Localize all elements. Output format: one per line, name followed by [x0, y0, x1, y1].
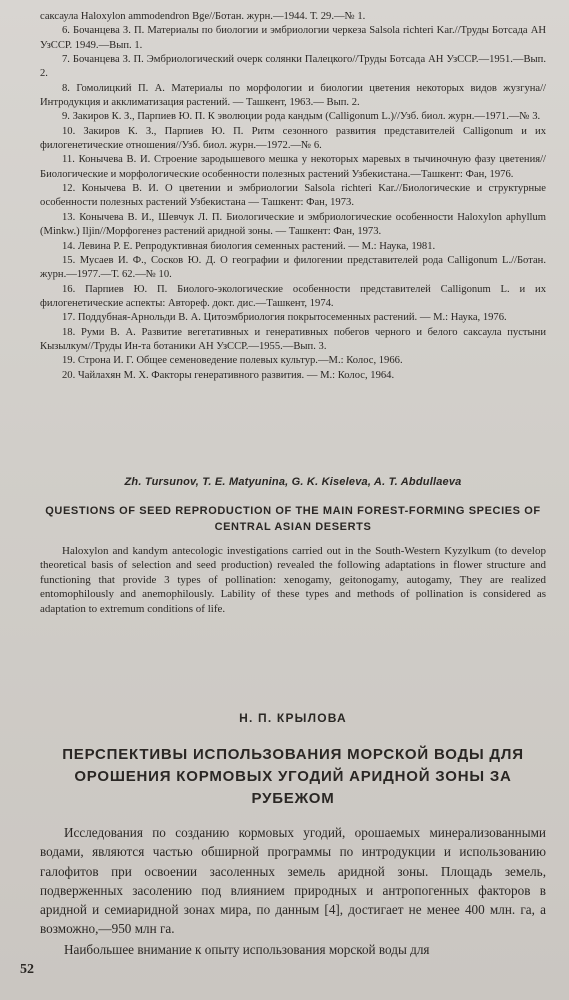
reference-item: 9. Закиров К. З., Парпиев Ю. П. К эволюции рода кандым (Calligonum L.)//Узб. биол. журн.—1971.—№ 3.	[62, 111, 541, 123]
reference-item: 20. Чайлахян М. Х. Факторы генеративного развития. — М.: Колос, 1964.	[62, 369, 395, 381]
reference-item: 17. Поддубная-Арнольди В. А. Цитоэмбриология покрытосеменных растений. — М.: Наука, 1976.	[62, 312, 507, 324]
reference-item: 15. Мусаев И. Ф., Сосков Ю. Д. О географии и филогении представителей рода Calligonum L.//Ботан. журн.—1977.—Т. 62.—№ 10.	[40, 254, 546, 281]
reference-item: 8. Гомолицкий П. А. Материалы по морфологии и биологии цветения некоторых видов жузгуна//Интродукция и акклиматизация растений. — Ташкент, 1963.— Вып. 2.	[40, 82, 546, 109]
reference-item: 18. Руми В. А. Развитие вегетативных и генеративных побегов черного и белого саксаула пустыни Кызылкум//Труды Ин-та ботаники АН УзССР.—1955.—Вып. 3.	[40, 326, 546, 352]
english-article-title: QUESTIONS OF SEED REPRODUCTION OF THE MAIN FOREST-FORMING SPECIES OF CENTRAL ASIAN DESERTS	[45, 505, 541, 533]
english-article-abstract: Haloxylon and kandym antecologic investigations carried out in the South-Western Kyzylkum (to develop theoretical basis of selection and seed production) revealed the following adaptations in flower structure and functioning that provide 3 types of pollination: xenogamy, geitonogamy, autogamy, They are realized entomophilously and anemophilously. Lability of these types and methods of pollination is considered as adaptation to extremum conditions of life.	[40, 545, 546, 615]
reference-item: саксаула Haloxylon ammodendron Bge//Ботан. журн.—1944. Т. 29.—№ 1.	[40, 11, 366, 22]
reference-item: 13. Конычева В. И., Шевчук Л. П. Биологические и эмбриологические особенности Haloxylon aphyllum (Minkw.) Iljin//Морфогенез растений аридной зоны. — Ташкент: Фан, 1973.	[40, 211, 546, 238]
reference-item: 11. Конычева В. И. Строение зародышевого мешка у некоторых маревых в тычиночную фазу цветения//Биологические и морфологические особенности полезных растений Узбекистана.—Ташкент: Фан, 1976.	[40, 154, 546, 180]
reference-item: 10. Закиров К. З., Парпиев Ю. П. Ритм сезонного развития представителей Calligonum и их филогенетические отношения//Узб. биол. журн.—1972.—№ 6.	[40, 125, 546, 152]
russian-article-title: ПЕРСПЕКТИВЫ ИСПОЛЬЗОВАНИЯ МОРСКОЙ ВОДЫ ДЛЯ ОРОШЕНИЯ КОРМОВЫХ УГОДИЙ АРИДНОЙ ЗОНЫ ЗА РУБЕЖОМ	[62, 746, 524, 807]
reference-list	[40, 10, 546, 383]
reference-item: 12. Конычева В. И. О цветении и эмбриологии Salsola richteri Kar.//Биологические и структурные особенности полезных растений Узбекистана — Ташкент: Фан, 1973.	[40, 183, 546, 209]
reference-item: 14. Левина Р. Е. Репродуктивная биология семенных растений. — М.: Наука, 1981.	[62, 240, 436, 252]
russian-article-author: Н. П. КРЫЛОВА	[239, 711, 347, 725]
russian-article-paragraph: Исследования по созданию кормовых угодий, орошаемых минерализованными водами, являются частью обширной программы по интродукции и использованию галофитов при освоении засоленных земель аридной зоны. Площадь земель, подверженных засолению под влиянием природных и антропогенных факторов в аридной и семиаридной зонах мира, по данным [4], достигает не менее 400 млн. га, а возможно,—950 млн га.	[40, 825, 546, 937]
reference-item: 6. Бочанцева З. П. Материалы по биологии и эмбриологии черкеза Salsola richteri Kar.//Труды Ботсада АН УзССР. 1949.—Вып. 1.	[40, 25, 546, 51]
russian-article-paragraph: Наибольшее внимание к опыту использования морской воды для	[64, 942, 430, 957]
reference-item: 19. Строна И. Г. Общее семеноведение полевых культур.—М.: Колос, 1966.	[62, 355, 403, 367]
english-article-authors: Zh. Tursunov, T. E. Matyunina, G. K. Kiseleva, A. T. Abdullaeva	[124, 476, 462, 488]
reference-item: 7. Бочанцева З. П. Эмбриологический очерк солянки Палецкого//Труды Ботсада АН УзССР.—1951.—Вып. 2.	[40, 54, 546, 80]
reference-item: 16. Парпиев Ю. П. Биолого-экологические особенности представителей Calligonum L. и их филогенетические аспекты: Автореф. докт. дис.—Ташкент, 1974.	[40, 283, 546, 309]
page-number: 52	[20, 962, 34, 977]
